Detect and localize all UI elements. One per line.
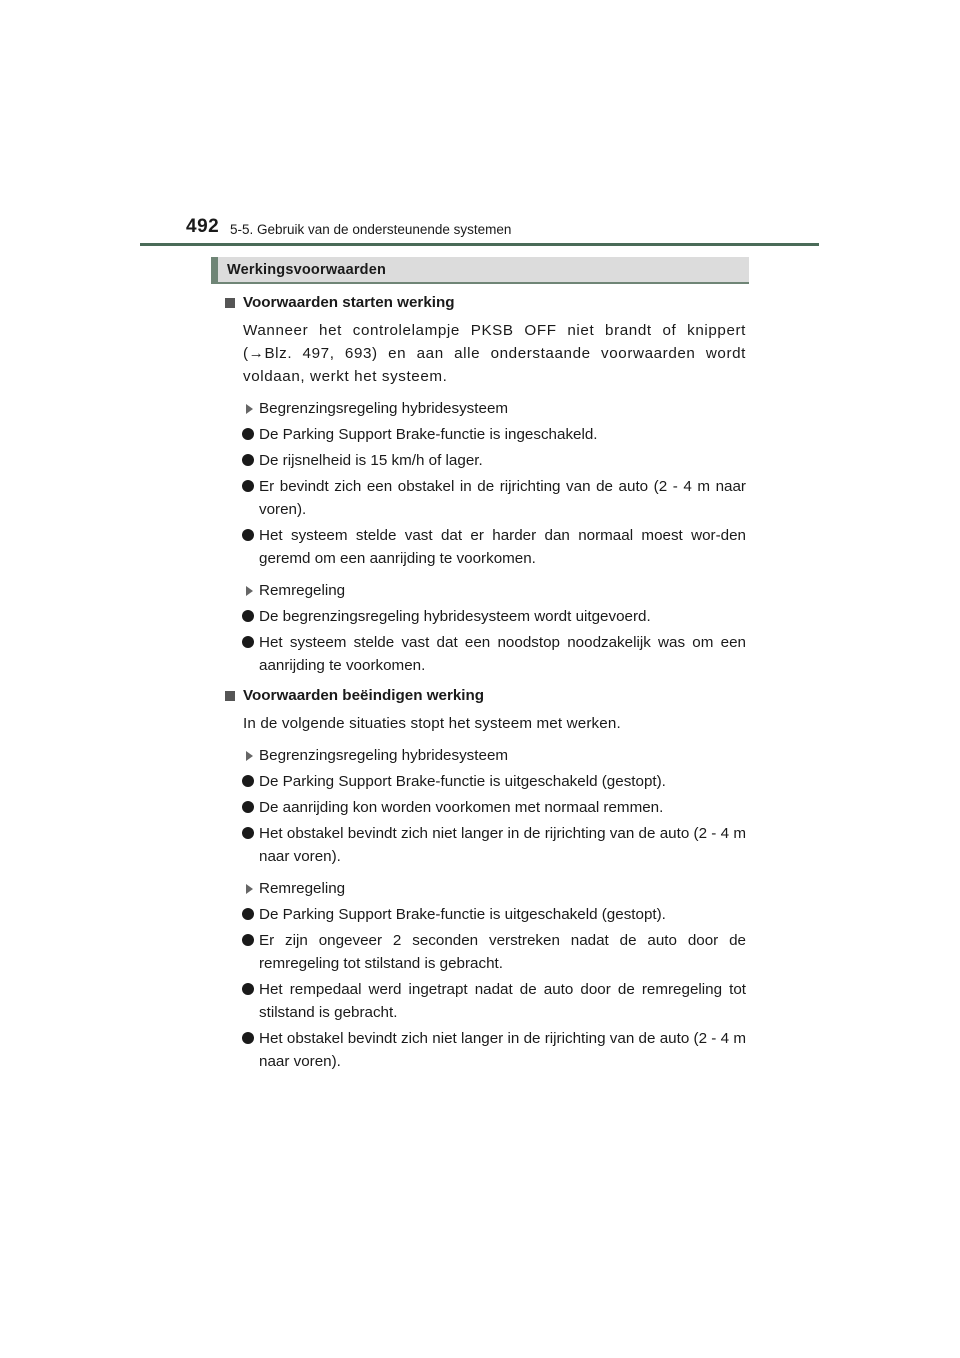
list-item-text: De Parking Support Brake-functie is ingeschakeld. — [259, 426, 598, 443]
bullet-dot-icon — [242, 1032, 254, 1044]
arrow-item-label: Begrenzingsregeling hybridesysteem — [259, 400, 509, 417]
arrow-item — [222, 579, 746, 602]
arrow-item-label: Begrenzingsregeling hybridesysteem — [259, 747, 509, 764]
list-item — [222, 903, 746, 926]
arrow-right-icon — [246, 586, 253, 596]
subhead-start-label: Voorwaarden starten werking — [243, 294, 455, 311]
list-item — [222, 605, 746, 628]
arrow-right-icon — [246, 884, 253, 894]
arrow-item-label: Remregeling — [259, 880, 346, 897]
list-item — [222, 822, 746, 868]
list-item — [222, 978, 746, 1024]
list-item — [222, 475, 746, 521]
list-item-text: Het systeem stelde vast dat er harder dan normaal moest wor-den geremd om een aanrijding te voorkomen. — [259, 527, 746, 567]
list-item-text: De Parking Support Brake-functie is uitgeschakeld (gestopt). — [259, 906, 666, 923]
list-item — [222, 524, 746, 570]
list-item — [222, 423, 746, 446]
list-item-text: Het rempedaal werd ingetrapt nadat de auto door de remregeling tot stilstand is gebracht. — [259, 981, 746, 1021]
arrow-item — [222, 877, 746, 900]
bullet-dot-icon — [242, 775, 254, 787]
bullet-dot-icon — [242, 480, 254, 492]
list-item-text: Er bevindt zich een obstakel in de rijrichting van de auto (2 - 4 m naar voren). — [259, 478, 746, 518]
end-intro: In de volgende situaties stopt het systeem met werken. — [243, 715, 621, 732]
list-item-text: Het systeem stelde vast dat een noodstop noodzakelijk was om een aanrijding te voorkomen. — [259, 634, 746, 674]
list-item — [222, 770, 746, 793]
start-intro: Wanneer het controlelampje PKSB OFF niet brandt of knippert (→Blz. 497, 693) en aan alle onderstaande voorwaarden wordt voldaan, werkt het systeem. — [243, 322, 746, 385]
bullet-dot-icon — [242, 636, 254, 648]
header-rule — [140, 243, 819, 246]
box-heading — [211, 257, 749, 284]
bullet-dot-icon — [242, 934, 254, 946]
arrow-right-icon — [246, 751, 253, 761]
list-item — [222, 1027, 746, 1073]
bullet-dot-icon — [242, 529, 254, 541]
list-item-text: Het obstakel bevindt zich niet langer in de rijrichting van de auto (2 - 4 m naar voren). — [259, 1030, 746, 1070]
bullet-dot-icon — [242, 610, 254, 622]
square-bullet-icon — [225, 298, 235, 308]
list-item — [222, 796, 746, 819]
subhead-start — [222, 291, 746, 314]
list-item — [222, 631, 746, 677]
list-item-text: De aanrijding kon worden voorkomen met normaal remmen. — [259, 799, 664, 816]
bullet-dot-icon — [242, 827, 254, 839]
subhead-end — [222, 684, 746, 707]
list-item-text: Er zijn ongeveer 2 seconden verstreken nadat de auto door de remregeling tot stilstand is gebracht. — [259, 932, 746, 972]
list-item — [222, 449, 746, 472]
list-item-text: De begrenzingsregeling hybridesysteem wordt uitgevoerd. — [259, 608, 651, 625]
list-item — [222, 929, 746, 975]
list-item-text: De Parking Support Brake-functie is uitgeschakeld (gestopt). — [259, 773, 666, 790]
content — [222, 290, 746, 1073]
bullet-dot-icon — [242, 428, 254, 440]
box-heading-label: Werkingsvoorwaarden — [227, 262, 387, 278]
arrow-right-icon — [246, 404, 253, 414]
page-number: 492 — [186, 216, 220, 237]
subhead-end-label: Voorwaarden beëindigen werking — [243, 687, 485, 704]
bullet-dot-icon — [242, 454, 254, 466]
arrow-item — [222, 397, 746, 420]
arrow-item-label: Remregeling — [259, 582, 346, 599]
arrow-item — [222, 744, 746, 767]
list-item-text: Het obstakel bevindt zich niet langer in de rijrichting van de auto (2 - 4 m naar voren). — [259, 825, 746, 865]
square-bullet-icon — [225, 691, 235, 701]
section-title: 5-5. Gebruik van de ondersteunende systemen — [230, 222, 512, 237]
bullet-dot-icon — [242, 908, 254, 920]
bullet-dot-icon — [242, 983, 254, 995]
list-item-text: De rijsnelheid is 15 km/h of lager. — [259, 452, 483, 469]
bullet-dot-icon — [242, 801, 254, 813]
